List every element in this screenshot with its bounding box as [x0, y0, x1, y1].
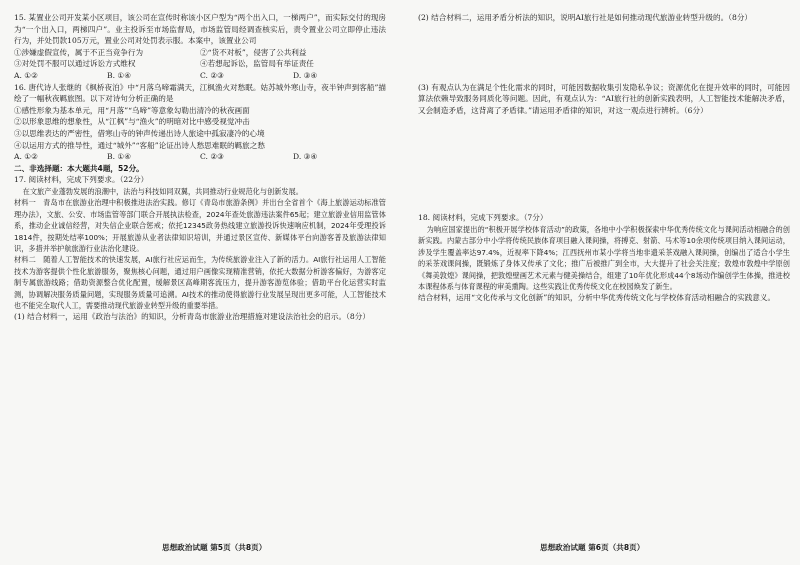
- left-page: [14, 12, 386, 323]
- section-2-heading: 二、非选择题：本大题共4题，52分。: [14, 163, 144, 173]
- q15-options-row1: [14, 47, 386, 59]
- answer-space: [418, 116, 790, 212]
- q17-material-2: 材料二 随着人工智能技术的快速发展，AI旅行社应运而生，为传统旅游业注入了新的活力。AI旅行社运用人工智能技术为游客提供个性化旅游服务，聚焦核心问题，通过用户画像实现精准营销，依托大数据分析游客偏好，为游客定制专属旅游线路；借助资源整合优化配置，缓解景区高峰期客流压力，提升游客游览体验；借助平台化运营实时监测，协调解决服务质量问题，实现服务质量可追溯。AI技术的推动使得旅游行业发展呈现出更多可能，人工智能技术也不能完全取代人工，需要推动现代旅游业转型升级的重要举措。: [14, 255, 386, 310]
- q15-option-4: ④若想起诉讼，监管局有举证责任: [200, 59, 314, 69]
- q18-requirement: 结合材料，运用“文化传承与文化创新”的知识，分析中华优秀传统文化与学校体育活动相融合的实践意义。: [418, 293, 776, 303]
- q16-choice-b: B. ①④: [107, 152, 132, 162]
- q15-option-2: ②“货不对板”，侵害了公共利益: [200, 47, 307, 57]
- q15-choice-b: B. ①④: [107, 70, 132, 80]
- q17-requirement-2: (2) 结合材料二，运用矛盾分析法的知识，说明AI旅行社是如何推动现代旅游业转型升级的。（8分）: [418, 13, 753, 22]
- q17-heading: 17. 阅读材料，完成下列要求。（22分）: [14, 175, 149, 185]
- q17-intro: 在文旅产业蓬勃发展的浪潮中，法治与科技如同双翼，共同推动行业规范化与创新发展。: [22, 186, 303, 196]
- q15-choice-a: A. ①②: [14, 70, 38, 80]
- q15-option-1: ①涉嫌虚假宣传，属于不正当竞争行为: [14, 47, 144, 57]
- q17-requirement-3: (3) 有观点认为在满足个性化需求的同时，可能因数据收集引发隐私争议；资源优化在提升效率的同时，可能因算法依赖导致服务同质化等问题。因此，有观点认为：“AI旅行社的创新实践表明，人工智能技术能解决矛盾，又会制造矛盾，这背离了矛盾律。”请运用矛盾律的知识，对这一观点进行辨析。（6分）: [418, 82, 790, 115]
- q15-stem: 15. 某置业公司开发某小区项目，该公司在宣传时称该小区户型为“两个出入口，一梯两户”，而实际交付的现房为“一个出入口，两梯四户”。业主投诉至市场监督局，市场监管局经调查核实后，责令置业公司立即停止违法行为，并处罚款105万元，置业公司对处罚表示服。本案中，该置业公司: [14, 13, 386, 46]
- q16-item-3: ③以思维表达的严密性，借寒山寺的钟声传递出诗人旅途中孤寂凄冷的心境: [14, 128, 265, 138]
- page-footer-right: 思想政治试题 第6页（共8页）: [540, 543, 645, 552]
- q18-heading: 18. 阅读材料，完成下列要求。（7分）: [418, 213, 548, 223]
- q15-options-row2: [14, 58, 386, 70]
- right-page: [418, 12, 790, 304]
- q15-option-3: ③对处罚不服可以通过诉讼方式维权: [14, 59, 136, 69]
- q15-choices: [14, 70, 386, 82]
- q16-choice-d: D. ③④: [293, 152, 318, 162]
- q15-choice-d: D. ③④: [293, 70, 318, 80]
- q16-item-4: ④以运用方式的推导性，通过“城外”“客船”论证出诗人愁思难眠的羁旅之愁: [14, 140, 265, 150]
- page-footer-left: 思想政治试题 第5页（共8页）: [162, 543, 267, 552]
- q16-choices: [14, 151, 386, 163]
- q16-choice-c: C. ②③: [200, 152, 224, 162]
- q17-material-1: 材料一 青岛市在旅游业治理中积极推进法治实践。修订《青岛市旅游条例》并出台全省首个《海上旅游运动标准管理办法》，文旅、公安、市场监管等部门联合开展执法检查，2024年查处旅游违法案件65起；建立旅游业信用监管体系，推动企业诚信经营，对失信企业联合惩戒；依托12345政务热线建立旅游投诉快速响应机制，2024年受理投诉1814件，按期处结率100%；开展旅游从业者法律知识培训，并通过景区宣传、新媒体平台向游客普及旅游法律知识，多措并举护航旅游行业法治化建设。: [14, 198, 386, 253]
- q18-material: 为响应国家提出的“积极开展学校体育活动”的政策，各地中小学积极探索中华优秀传统文化与课间活动相融合的创新实践。内蒙古部分中小学将传统民族体育项目融入课间操，将搏克、射箭、马术等10余项传统项目纳入课间运动，涉及学生覆盖率达97.4%，近视率下降4%；江西抚州市某小学将当地非遗采茶戏融入课间操，创编出了适合小学生的采茶戏课间操，既锻炼了身体又传承了文化；推广后被推广到全市，大大提升了社会关注度；敦煌市敦煌中学原创《舞美敦煌》课间操，把敦煌壁画艺术元素与健美操结合，组建了10年优化形成44个8场动作编创学生体操，推进校本课程体系与体育课程的审美熏陶。这些实践让优秀传统文化在校园焕发了新生。: [418, 224, 790, 291]
- q16-item-1: ①感性形象为基本单元，用“月落”“乌啼”等意象勾勒出清冷的秋夜画面: [14, 105, 250, 115]
- q16-choice-a: A. ①②: [14, 152, 38, 162]
- q16-item-2: ②以形象思维的想象性，从“江枫”与“渔火”的明暗对比中感受视觉冲击: [14, 117, 250, 127]
- q17-requirement-1: (1) 结合材料一，运用《政治与法治》的知识，分析青岛市旅游业治理措施对建设法治社会的启示。（8分）: [14, 312, 370, 322]
- answer-space: [418, 24, 790, 82]
- q15-choice-c: C. ②③: [200, 70, 224, 80]
- q16-stem: 16. 唐代诗人张继的《枫桥夜泊》中“月落乌啼霜满天，江枫渔火对愁眠。姑苏城外寒山寺，夜半钟声到客船”描绘了一幅秋夜羁旅图。以下对诗句分析正确的是: [14, 82, 386, 104]
